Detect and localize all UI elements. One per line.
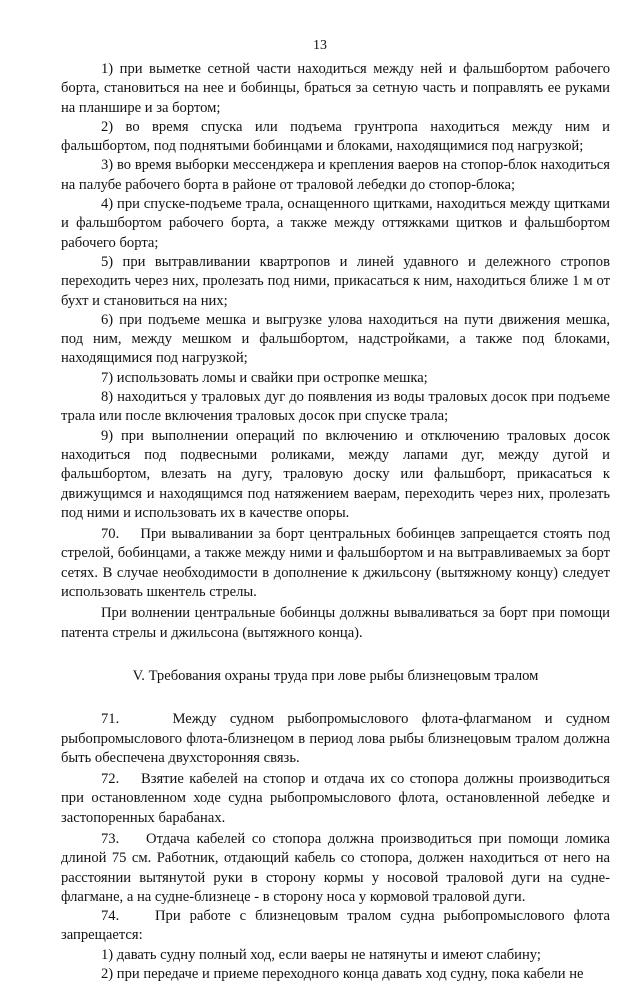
- list-item: 9) при выполнении операций по включению и отключению траловых досок находиться под подвесными роликами, между лапами дуг, между дугой и фальшбортом, влезать на дугу, траловую доску или фальшборт, прикасаться к движущимся и находящимся под натяжением ваерам, переходить через них, пролезать под ними и использовать их в качестве опоры.: [61, 427, 610, 521]
- list-item: 8) находиться у траловых дуг до появления из воды траловых досок при подъеме трала или после включения траловых досок при спуске трала;: [61, 389, 610, 425]
- list-item: 3) во время выборки мессенджера и крепления ваеров на стопор-блок находиться на палубе рабочего борта в районе от траловой лебедки до стопор-блока;: [61, 157, 610, 193]
- clause-74: 74. При работе с близнецовым тралом судна рыбопромыслового флота запрещается:: [61, 908, 610, 944]
- clause-71: 71. Между судном рыбопромыслового флота-флагманом и судном рыбопромыслового флота-близнецом в период лова рыбы близнецовым тралом должна быть обеспечена двухсторонняя связь.: [61, 711, 610, 766]
- list-item: 5) при вытравливании квартропов и линей удавного и дележного стропов переходить через них, пролезать под ними, прикасаться к ним, находиться ближе 1 м от бухт и становиться на них;: [61, 253, 610, 309]
- clause-70: 70. При вываливании за борт центральных бобинцев запрещается стоять под стрелой, бобинцами, а также между ними и фальшбортом и на вытравливаемых за борт сетях. В случае необходимости в дополнение к джильсону (вытяжному концу) следует использовать шкентель стрелы.: [61, 526, 610, 601]
- list-item: 6) при подъеме мешка и выгрузке улова находиться на пути движения мешка, под ним, между мешком и фальшбортом, надстройками, а также под блоками, находящимися под нагрузкой;: [61, 311, 610, 367]
- list-item: 7) использовать ломы и свайки при остропке мешка;: [101, 369, 428, 386]
- clause-72: 72. Взятие кабелей на стопор и отдача их со стопора должны производиться при остановленном ходе судна рыбопромыслового флота, остановленной лебедке и застопоренных барабанах.: [61, 771, 610, 826]
- page-number: 13: [313, 38, 327, 53]
- list-item: 4) при спуске-подъеме трала, оснащенного щитками, находиться между щитками и фальшбортом рабочего борта, а также между оттяжками щитков и фальшбортом рабочего борта;: [61, 196, 610, 251]
- list-item: 1) давать судну полный ход, если ваеры не натянуты и имеют слабину;: [101, 946, 541, 963]
- clause-73: 73. Отдача кабелей со стопора должна производиться при помощи ломика длиной 75 см. Работник, отдающий кабель со стопора, должен находиться от него на расстоянии вытянутой руки в сторону кормы у носовой траловой дуги на судне-флагмане, а на судне-близнеце - в сторону носа у кормовой траловой дуги.: [61, 830, 610, 905]
- list-item: 2) при передаче и приеме переходного конца давать ход судну, пока кабели не: [101, 966, 584, 983]
- paragraph: При волнении центральные бобинцы должны вываливаться за борт при помощи патента стрелы и джильсона (вытяжного конца).: [61, 605, 610, 641]
- list-item: 2) во время спуска или подъема грунтропа находиться между ним и фальшбортом, под поднятыми бобинцами и блоками, находящимися под нагрузкой;: [61, 118, 610, 155]
- list-item: 1) при выметке сетной части находиться между ней и фальшбортом рабочего борта, становиться на нее и бобинцы, браться за сетную часть и поправлять ее руками на планшире и за бортом;: [61, 61, 610, 116]
- document-body: [61, 60, 610, 984]
- section-title: V. Требования охраны труда при лове рыбы близнецовым тралом: [132, 667, 539, 684]
